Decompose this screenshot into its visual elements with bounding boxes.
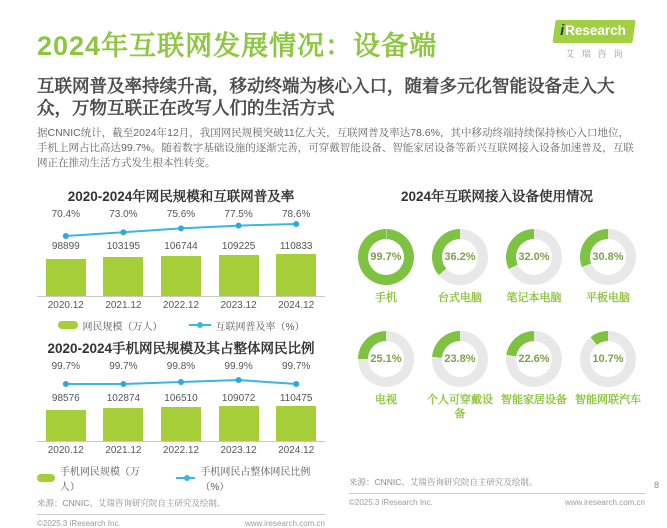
legend-label: 手机网民规模（万人）: [59, 466, 140, 493]
penetration-rate-label: 99.7%: [281, 360, 311, 372]
donut-value: 30.8%: [592, 250, 624, 263]
bar-wrap: [152, 406, 210, 441]
chart-column: [267, 361, 325, 441]
bar-wrap: [95, 254, 153, 296]
bar: [219, 255, 259, 296]
legend-item-bar: [37, 463, 150, 493]
logo-i-glyph: i: [560, 22, 565, 39]
donut-chart: [358, 229, 414, 285]
chart-column: [152, 209, 210, 296]
line-zone: [95, 222, 153, 241]
line-zone: [267, 222, 325, 241]
bar-swatch: [37, 474, 55, 482]
donut-chart: [580, 331, 636, 387]
line-zone: [210, 222, 268, 241]
x-axis-label: 2020.12: [47, 444, 84, 456]
donut-cell: [349, 331, 423, 422]
chart-title: 2020-2024手机网民规模及其占整体网民比例: [47, 340, 315, 356]
line-zone: [37, 374, 95, 393]
chart-plot: [37, 361, 325, 442]
chart-column: [210, 361, 268, 441]
line-zone: [152, 222, 210, 241]
donut-chart: [432, 331, 488, 387]
legend-label: 网民规模（万人）: [82, 321, 163, 333]
device-usage-grid: [349, 229, 645, 422]
line-swatch: [176, 477, 196, 479]
bar: [103, 257, 143, 296]
chart-column: [37, 361, 95, 441]
bar-value-label: 98576: [51, 392, 80, 404]
bar: [276, 254, 316, 296]
donut-value: 36.2%: [444, 250, 476, 263]
donut-chart: [506, 229, 562, 285]
chart-title: 2020-2024年网民规模和互联网普及率: [67, 188, 295, 204]
donut-label: 手机: [375, 291, 397, 304]
chart-plot: [37, 209, 325, 297]
donut-value: 10.7%: [592, 353, 624, 366]
bar-wrap: [267, 254, 325, 296]
penetration-rate-label: 73.0%: [109, 208, 138, 220]
x-axis-label: 2022.12: [162, 444, 200, 456]
bar: [46, 410, 86, 441]
bar-value-label: 106744: [164, 240, 198, 252]
penetration-rate-label: 77.5%: [224, 208, 253, 220]
logo-chinese-name: 艾瑞咨询: [565, 49, 630, 59]
donut-chart: [432, 229, 488, 285]
donut-cell: [423, 331, 497, 422]
summary-paragraph: 据CNNIC统计，截至2024年12月，我国网民规模突破11亿大关，互联网普及率达78.6%，其中移动终端持续保持核心入口地位，手机上网占比高达99.7%。随着数字基础设施的逐渐完善，可穿戴智能设备、智能家居设备等新兴互联网接入设备加速普及，互联网正在推动生活方式发生根本性转变。: [37, 127, 634, 169]
penetration-rate-label: 99.7%: [51, 360, 80, 372]
donut-label: 智能家居设备: [501, 394, 567, 407]
footer-divider: [349, 493, 645, 494]
bar-wrap: [95, 406, 153, 441]
legend-label: 手机网民占整体网民比例（%）: [200, 466, 311, 493]
donut-value: 22.6%: [518, 353, 550, 366]
line-zone: [267, 374, 325, 393]
donut-cell: [571, 331, 645, 422]
legend-item-bar: [58, 318, 163, 333]
bar-wrap: [152, 254, 210, 296]
website-link: www.iresearch.com.cn: [564, 497, 645, 507]
page-title: 2024年互联网发展情况：设备端: [37, 31, 438, 61]
footer-divider: [37, 514, 325, 515]
chart-column: [152, 361, 210, 441]
x-axis-labels: [37, 300, 325, 311]
bar: [219, 406, 259, 441]
donut-label: 电视: [375, 394, 397, 407]
donut-value: 25.1%: [370, 353, 402, 366]
left-footer: [37, 497, 325, 528]
line-zone: [37, 222, 95, 241]
penetration-rate-label: 78.6%: [281, 208, 311, 220]
donut-cell: [349, 229, 423, 306]
chart-legend: [37, 463, 325, 493]
copyright-text: ©2025.3 iResearch Inc.: [37, 518, 121, 528]
x-axis-labels: [37, 445, 325, 456]
logo-box: [552, 20, 635, 43]
legend-item-line: [189, 318, 305, 333]
chart-column: [37, 209, 95, 296]
bar-wrap: [210, 406, 268, 441]
bar-value-label: 103195: [106, 240, 141, 252]
penetration-rate-label: 70.4%: [51, 208, 80, 220]
donut-value: 23.8%: [444, 353, 476, 366]
line-zone: [152, 374, 210, 393]
line-zone: [95, 374, 153, 393]
line-swatch: [189, 324, 211, 326]
right-footer: [349, 476, 645, 507]
bar-wrap: [210, 254, 268, 296]
x-axis-label: 2020.12: [47, 299, 84, 311]
donut-label: 台式电脑: [438, 291, 482, 304]
donut-chart: [506, 331, 562, 387]
donut-label: 平板电脑: [586, 291, 630, 304]
x-axis-label: 2024.12: [278, 299, 315, 311]
donut-label: 个人可穿戴设备: [427, 394, 493, 420]
bar-value-label: 110833: [279, 240, 313, 252]
chart-column: [210, 209, 268, 296]
legend-item-line: [176, 463, 325, 493]
chart-legend: [37, 318, 325, 333]
bar: [46, 259, 86, 296]
bar-wrap: [37, 406, 95, 441]
key-finding-subtitle: 互联网普及率持续升高，移动终端为核心入口，随着多元化智能设备走入大众，万物互联正在改写人们的生活方式: [37, 76, 615, 119]
donut-cell: [497, 331, 571, 422]
source-note: 来源：CNNIC、艾瑞咨询研究院自主研究及绘制。: [349, 476, 538, 487]
penetration-rate-label: 99.8%: [166, 360, 196, 372]
line-zone: [210, 374, 268, 393]
page-number: 8: [653, 480, 659, 490]
iresearch-logo: [548, 20, 640, 60]
bar-value-label: 102874: [106, 392, 141, 404]
bar: [161, 407, 201, 441]
donut-value: 32.0%: [518, 250, 550, 263]
bar-wrap: [37, 254, 95, 296]
penetration-rate-label: 99.7%: [109, 360, 138, 372]
header: [37, 18, 640, 63]
penetration-rate-label: 75.6%: [166, 208, 196, 220]
source-note: 来源：CNNIC、艾瑞咨询研究院自主研究及绘制。: [37, 497, 226, 508]
x-axis-label: 2021.12: [105, 444, 142, 456]
donut-cell: [423, 229, 497, 306]
penetration-rate-label: 99.9%: [224, 360, 253, 372]
chart-column: [95, 209, 153, 296]
x-axis-label: 2023.12: [220, 444, 257, 456]
donut-section-title: 2024年互联网接入设备使用情况: [400, 188, 594, 204]
donut-cell: [497, 229, 571, 306]
donut-label: 笔记本电脑: [506, 291, 562, 304]
x-axis-label: 2023.12: [220, 299, 257, 311]
donut-chart: [358, 331, 414, 387]
bar-value-label: 98899: [51, 240, 80, 252]
bar-value-label: 106510: [164, 392, 198, 404]
website-link: www.iresearch.com.cn: [244, 518, 325, 528]
bar-value-label: 109072: [221, 392, 256, 404]
chart-netizen-scale-penetration: [37, 185, 325, 333]
donut-value: 99.7%: [370, 250, 402, 263]
donut-chart: [580, 229, 636, 285]
x-axis-label: 2024.12: [278, 444, 315, 456]
right-column: [349, 185, 645, 507]
left-column: [37, 185, 325, 528]
logo-wordmark: Research: [565, 23, 627, 38]
bar-swatch: [58, 321, 78, 329]
x-axis-label: 2022.12: [162, 299, 200, 311]
chart-column: [267, 209, 325, 296]
legend-label: 互联网普及率（%）: [215, 321, 305, 333]
x-axis-label: 2021.12: [105, 299, 142, 311]
bar-wrap: [267, 406, 325, 441]
chart-mobile-netizen-scale: [37, 337, 325, 493]
bar: [103, 408, 143, 441]
bar: [276, 406, 316, 441]
copyright-text: ©2025.3 iResearch Inc.: [349, 497, 433, 507]
bar-value-label: 109225: [221, 240, 256, 252]
bar-value-label: 110475: [279, 392, 313, 404]
chart-column: [95, 361, 153, 441]
bar: [161, 256, 201, 296]
donut-label: 智能网联汽车: [575, 394, 641, 407]
donut-cell: [571, 229, 645, 306]
content-area: [37, 185, 645, 528]
